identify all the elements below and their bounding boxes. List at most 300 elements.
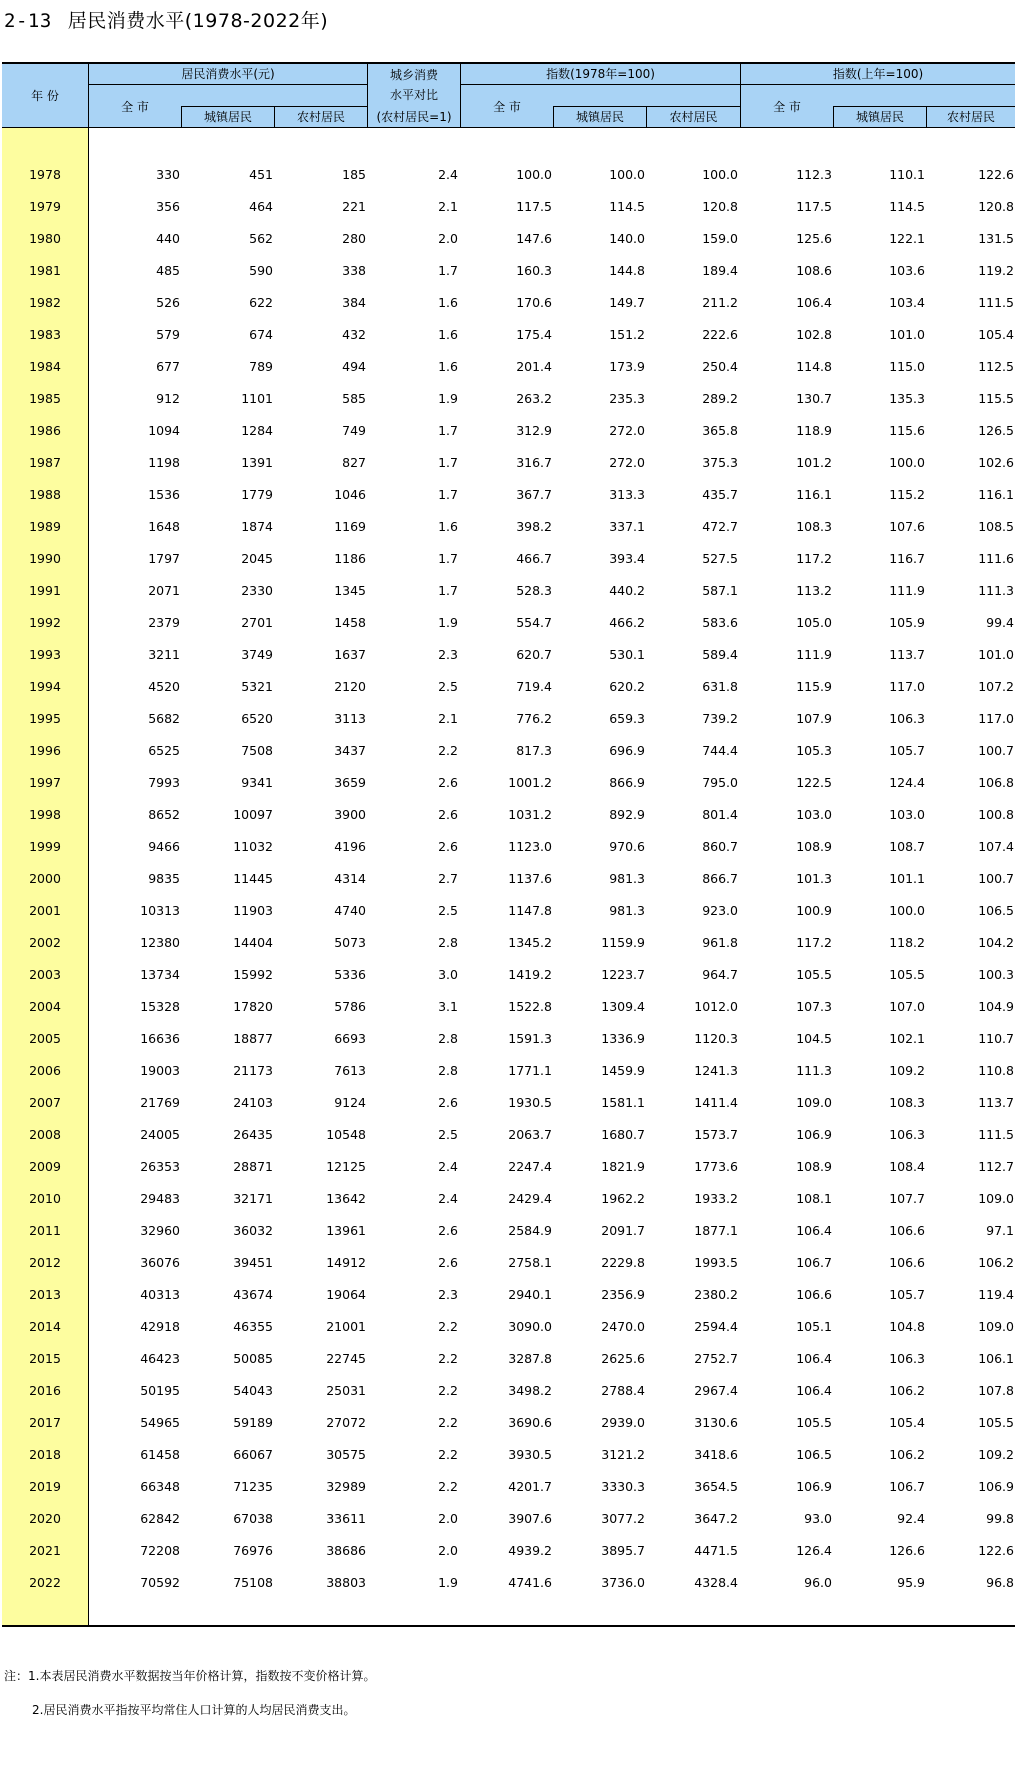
- cell-consumption-urban: 1284: [241, 423, 273, 438]
- cell-consumption-total: 13734: [140, 967, 180, 982]
- cell-indexprev-rural: 109.0: [978, 1319, 1014, 1334]
- cell-index1978-total: 175.4: [516, 327, 552, 342]
- cell-indexprev-total: 111.9: [796, 647, 832, 662]
- cell-index1978-total: 1137.6: [508, 871, 552, 886]
- cell-index1978-total: 719.4: [516, 679, 552, 694]
- cell-year: 2008: [29, 1127, 61, 1142]
- cell-consumption-total: 29483: [140, 1191, 180, 1206]
- cell-ratio: 2.2: [438, 1415, 458, 1430]
- cell-index1978-rural: 3647.2: [694, 1511, 738, 1526]
- cell-indexprev-total: 106.9: [796, 1479, 832, 1494]
- cell-index1978-rural: 2380.2: [694, 1287, 738, 1302]
- cell-indexprev-total: 106.4: [796, 1351, 832, 1366]
- cell-indexprev-urban: 105.9: [889, 615, 925, 630]
- header-divider: [926, 106, 927, 128]
- cell-ratio: 1.6: [438, 295, 458, 310]
- cell-index1978-total: 4741.6: [508, 1575, 552, 1590]
- cell-index1978-rural: 472.7: [702, 519, 738, 534]
- cell-year: 1998: [29, 807, 61, 822]
- cell-index1978-urban: 235.3: [609, 391, 645, 406]
- cell-consumption-urban: 5321: [241, 679, 273, 694]
- cell-indexprev-urban: 116.7: [889, 551, 925, 566]
- cell-consumption-urban: 451: [249, 167, 273, 182]
- cell-indexprev-rural: 113.7: [978, 1095, 1014, 1110]
- cell-ratio: 2.4: [438, 1159, 458, 1174]
- cell-consumption-urban: 2045: [241, 551, 273, 566]
- cell-consumption-total: 9466: [148, 839, 180, 854]
- cell-index1978-rural: 795.0: [702, 775, 738, 790]
- cell-consumption-urban: 11445: [233, 871, 273, 886]
- cell-indexprev-urban: 108.4: [889, 1159, 925, 1174]
- table-row: [2, 543, 1015, 575]
- cell-indexprev-rural: 106.1: [978, 1351, 1014, 1366]
- cell-index1978-rural: 289.2: [702, 391, 738, 406]
- cell-index1978-rural: 587.1: [702, 583, 738, 598]
- header-year: 年 份: [31, 89, 59, 103]
- cell-index1978-total: 316.7: [516, 455, 552, 470]
- cell-index1978-urban: 1459.9: [601, 1063, 645, 1078]
- cell-indexprev-rural: 101.0: [978, 647, 1014, 662]
- cell-indexprev-urban: 106.6: [889, 1223, 925, 1238]
- cell-index1978-urban: 696.9: [609, 743, 645, 758]
- cell-index1978-total: 4201.7: [508, 1479, 552, 1494]
- cell-indexprev-total: 107.9: [796, 711, 832, 726]
- table-row: [2, 223, 1015, 255]
- header-index1978-group: 指数(1978年=100): [546, 67, 655, 81]
- cell-indexprev-total: 106.5: [796, 1447, 832, 1462]
- cell-indexprev-total: 105.3: [796, 743, 832, 758]
- cell-indexprev-urban: 106.3: [889, 1127, 925, 1142]
- note-2: 2.居民消费水平指按平均常住人口计算的人均居民消费支出。: [32, 1703, 356, 1717]
- table-row: [2, 703, 1015, 735]
- cell-indexprev-total: 96.0: [804, 1575, 832, 1590]
- cell-index1978-total: 263.2: [516, 391, 552, 406]
- cell-ratio: 2.6: [438, 1095, 458, 1110]
- cell-consumption-total: 4520: [148, 679, 180, 694]
- cell-year: 1987: [29, 455, 61, 470]
- cell-index1978-urban: 659.3: [609, 711, 645, 726]
- cell-indexprev-total: 106.7: [796, 1255, 832, 1270]
- cell-index1978-total: 1591.3: [508, 1031, 552, 1046]
- cell-index1978-total: 1123.0: [508, 839, 552, 854]
- cell-index1978-rural: 961.8: [702, 935, 738, 950]
- cell-consumption-total: 16636: [140, 1031, 180, 1046]
- cell-year: 1999: [29, 839, 61, 854]
- cell-index1978-urban: 1680.7: [601, 1127, 645, 1142]
- cell-consumption-total: 7993: [148, 775, 180, 790]
- cell-index1978-urban: 313.3: [609, 487, 645, 502]
- cell-consumption-total: 356: [156, 199, 180, 214]
- table-row: [2, 415, 1015, 447]
- cell-indexprev-urban: 106.6: [889, 1255, 925, 1270]
- cell-consumption-total: 66348: [140, 1479, 180, 1494]
- cell-indexprev-total: 109.0: [796, 1095, 832, 1110]
- table-row: [2, 1247, 1015, 1279]
- cell-consumption-urban: 15992: [233, 967, 273, 982]
- cell-ratio: 2.6: [438, 1255, 458, 1270]
- cell-year: 1985: [29, 391, 61, 406]
- cell-index1978-rural: 866.7: [702, 871, 738, 886]
- cell-consumption-total: 54965: [140, 1415, 180, 1430]
- cell-consumption-urban: 622: [249, 295, 273, 310]
- cell-index1978-urban: 3121.2: [601, 1447, 645, 1462]
- cell-consumption-rural: 3437: [334, 743, 366, 758]
- cell-index1978-urban: 149.7: [609, 295, 645, 310]
- cell-consumption-rural: 4196: [334, 839, 366, 854]
- table-row: [2, 159, 1015, 191]
- cell-consumption-total: 526: [156, 295, 180, 310]
- cell-ratio: 2.2: [438, 1479, 458, 1494]
- cell-indexprev-total: 118.9: [796, 423, 832, 438]
- cell-year: 1980: [29, 231, 61, 246]
- cell-index1978-urban: 2091.7: [601, 1223, 645, 1238]
- cell-indexprev-urban: 104.8: [889, 1319, 925, 1334]
- cell-indexprev-rural: 107.2: [978, 679, 1014, 694]
- cell-index1978-urban: 393.4: [609, 551, 645, 566]
- cell-indexprev-rural: 97.1: [986, 1223, 1014, 1238]
- cell-year: 1983: [29, 327, 61, 342]
- cell-index1978-rural: 159.0: [702, 231, 738, 246]
- cell-indexprev-total: 112.3: [796, 167, 832, 182]
- cell-index1978-total: 398.2: [516, 519, 552, 534]
- table-row: [2, 1535, 1015, 1567]
- cell-year: 1988: [29, 487, 61, 502]
- cell-index1978-rural: 1877.1: [694, 1223, 738, 1238]
- cell-ratio: 3.1: [438, 999, 458, 1014]
- cell-index1978-total: 1147.8: [508, 903, 552, 918]
- cell-consumption-urban: 28871: [233, 1159, 273, 1174]
- cell-index1978-urban: 272.0: [609, 423, 645, 438]
- cell-consumption-urban: 43674: [233, 1287, 273, 1302]
- cell-year: 2014: [29, 1319, 61, 1334]
- cell-year: 2011: [29, 1223, 61, 1238]
- cell-year: 1991: [29, 583, 61, 598]
- cell-ratio: 1.6: [438, 359, 458, 374]
- cell-consumption-total: 1536: [148, 487, 180, 502]
- table-row: [2, 1311, 1015, 1343]
- cell-index1978-urban: 466.2: [609, 615, 645, 630]
- cell-ratio: 2.1: [438, 199, 458, 214]
- cell-indexprev-urban: 103.4: [889, 295, 925, 310]
- cell-indexprev-rural: 96.8: [986, 1575, 1014, 1590]
- table-row: [2, 1087, 1015, 1119]
- cell-consumption-urban: 1101: [241, 391, 273, 406]
- table-header: [2, 64, 1015, 128]
- cell-year: 2020: [29, 1511, 61, 1526]
- cell-index1978-total: 100.0: [516, 167, 552, 182]
- cell-indexprev-total: 101.3: [796, 871, 832, 886]
- cell-indexprev-total: 111.3: [796, 1063, 832, 1078]
- cell-index1978-rural: 375.3: [702, 455, 738, 470]
- cell-ratio: 1.6: [438, 327, 458, 342]
- cell-consumption-urban: 11903: [233, 903, 273, 918]
- cell-year: 1990: [29, 551, 61, 566]
- cell-consumption-rural: 338: [342, 263, 366, 278]
- cell-index1978-rural: 120.8: [702, 199, 738, 214]
- cell-consumption-rural: 1046: [334, 487, 366, 502]
- cell-index1978-total: 3907.6: [508, 1511, 552, 1526]
- cell-consumption-urban: 59189: [233, 1415, 273, 1430]
- cell-year: 2007: [29, 1095, 61, 1110]
- cell-consumption-total: 1094: [148, 423, 180, 438]
- cell-index1978-rural: 2752.7: [694, 1351, 738, 1366]
- cell-consumption-total: 36076: [140, 1255, 180, 1270]
- cell-index1978-rural: 189.4: [702, 263, 738, 278]
- cell-indexprev-urban: 122.1: [889, 231, 925, 246]
- cell-indexprev-urban: 102.1: [889, 1031, 925, 1046]
- cell-indexprev-total: 125.6: [796, 231, 832, 246]
- cell-indexprev-urban: 106.3: [889, 711, 925, 726]
- cell-consumption-rural: 432: [342, 327, 366, 342]
- cell-indexprev-rural: 100.3: [978, 967, 1014, 982]
- cell-index1978-rural: 250.4: [702, 359, 738, 374]
- cell-index1978-total: 3690.6: [508, 1415, 552, 1430]
- header-divider: [834, 106, 1015, 107]
- cell-consumption-urban: 6520: [241, 711, 273, 726]
- cell-year: 2017: [29, 1415, 61, 1430]
- cell-indexprev-urban: 113.7: [889, 647, 925, 662]
- cell-indexprev-rural: 119.4: [978, 1287, 1014, 1302]
- cell-index1978-urban: 2788.4: [601, 1383, 645, 1398]
- cell-indexprev-urban: 103.0: [889, 807, 925, 822]
- table-title: [4, 6, 328, 33]
- header-divider: [460, 64, 461, 128]
- cell-indexprev-rural: 102.6: [978, 455, 1014, 470]
- cell-ratio: 1.7: [438, 423, 458, 438]
- cell-year: 2003: [29, 967, 61, 982]
- cell-indexprev-rural: 106.9: [978, 1479, 1014, 1494]
- cell-index1978-rural: 435.7: [702, 487, 738, 502]
- header-divider: [833, 106, 834, 128]
- cell-index1978-total: 1930.5: [508, 1095, 552, 1110]
- cell-indexprev-urban: 106.2: [889, 1447, 925, 1462]
- cell-consumption-urban: 1391: [241, 455, 273, 470]
- cell-indexprev-urban: 126.6: [889, 1543, 925, 1558]
- cell-indexprev-urban: 103.6: [889, 263, 925, 278]
- cell-index1978-rural: 3130.6: [694, 1415, 738, 1430]
- table-row: [2, 639, 1015, 671]
- table-row: [2, 479, 1015, 511]
- header-divider: [88, 64, 89, 128]
- cell-indexprev-urban: 107.6: [889, 519, 925, 534]
- cell-consumption-urban: 10097: [233, 807, 273, 822]
- cell-index1978-total: 817.3: [516, 743, 552, 758]
- cell-indexprev-urban: 101.1: [889, 871, 925, 886]
- cell-consumption-urban: 11032: [233, 839, 273, 854]
- cell-index1978-total: 620.7: [516, 647, 552, 662]
- cell-index1978-urban: 1962.2: [601, 1191, 645, 1206]
- cell-indexprev-urban: 115.6: [889, 423, 925, 438]
- cell-indexprev-rural: 106.2: [978, 1255, 1014, 1270]
- cell-index1978-total: 160.3: [516, 263, 552, 278]
- cell-consumption-urban: 24103: [233, 1095, 273, 1110]
- cell-consumption-total: 62842: [140, 1511, 180, 1526]
- cell-consumption-urban: 21173: [233, 1063, 273, 1078]
- header-ratio-line2: 水平对比: [389, 88, 438, 102]
- table-row: [2, 927, 1015, 959]
- cell-consumption-rural: 5336: [334, 967, 366, 982]
- cell-index1978-urban: 173.9: [609, 359, 645, 374]
- header-bottom-rule: [2, 127, 1015, 128]
- cell-ratio: 1.9: [438, 391, 458, 406]
- cell-index1978-rural: 2594.4: [694, 1319, 738, 1334]
- cell-indexprev-rural: 109.0: [978, 1191, 1014, 1206]
- cell-year: 1978: [29, 167, 61, 182]
- cell-year: 1996: [29, 743, 61, 758]
- cell-index1978-urban: 337.1: [609, 519, 645, 534]
- table-row: [2, 1055, 1015, 1087]
- table-row: [2, 991, 1015, 1023]
- cell-year: 1992: [29, 615, 61, 630]
- cell-indexprev-total: 105.0: [796, 615, 832, 630]
- cell-consumption-rural: 13642: [326, 1191, 366, 1206]
- cell-indexprev-total: 108.6: [796, 263, 832, 278]
- table-row: [2, 1471, 1015, 1503]
- cell-index1978-urban: 2625.6: [601, 1351, 645, 1366]
- cell-index1978-total: 147.6: [516, 231, 552, 246]
- cell-indexprev-total: 126.4: [796, 1543, 832, 1558]
- cell-indexprev-urban: 111.9: [889, 583, 925, 598]
- cell-indexprev-rural: 105.5: [978, 1415, 1014, 1430]
- table-row: [2, 1215, 1015, 1247]
- cell-consumption-total: 46423: [140, 1351, 180, 1366]
- cell-consumption-total: 8652: [148, 807, 180, 822]
- cell-indexprev-urban: 135.3: [889, 391, 925, 406]
- cell-indexprev-urban: 109.2: [889, 1063, 925, 1078]
- cell-consumption-total: 1648: [148, 519, 180, 534]
- cell-ratio: 2.4: [438, 167, 458, 182]
- cell-ratio: 2.5: [438, 1127, 458, 1142]
- cell-indexprev-urban: 124.4: [889, 775, 925, 790]
- cell-consumption-total: 19003: [140, 1063, 180, 1078]
- cell-consumption-rural: 9124: [334, 1095, 366, 1110]
- cell-ratio: 2.1: [438, 711, 458, 726]
- cell-consumption-total: 912: [156, 391, 180, 406]
- header-divider: [553, 106, 554, 128]
- table-row: [2, 1119, 1015, 1151]
- table-row: [2, 607, 1015, 639]
- cell-ratio: 2.2: [438, 1351, 458, 1366]
- cell-index1978-urban: 530.1: [609, 647, 645, 662]
- header-consumption-group: 居民消费水平(元): [181, 67, 275, 81]
- header-divider: [741, 84, 1015, 85]
- cell-indexprev-total: 105.5: [796, 967, 832, 982]
- cell-consumption-total: 579: [156, 327, 180, 342]
- cell-index1978-rural: 1933.2: [694, 1191, 738, 1206]
- cell-consumption-urban: 464: [249, 199, 273, 214]
- table-row: [2, 1407, 1015, 1439]
- cell-consumption-urban: 32171: [233, 1191, 273, 1206]
- cell-consumption-total: 677: [156, 359, 180, 374]
- cell-index1978-total: 2247.4: [508, 1159, 552, 1174]
- cell-indexprev-rural: 100.7: [978, 743, 1014, 758]
- cell-indexprev-total: 108.9: [796, 1159, 832, 1174]
- table-row: [2, 1439, 1015, 1471]
- table-row: [2, 1151, 1015, 1183]
- cell-ratio: 2.6: [438, 807, 458, 822]
- cell-ratio: 2.0: [438, 1543, 458, 1558]
- header-ratio-line3: (农村居民=1): [376, 110, 452, 124]
- table-row: [2, 1023, 1015, 1055]
- cell-year: 2004: [29, 999, 61, 1014]
- cell-consumption-rural: 14912: [326, 1255, 366, 1270]
- cell-indexprev-total: 105.1: [796, 1319, 832, 1334]
- cell-indexprev-total: 106.6: [796, 1287, 832, 1302]
- cell-consumption-total: 12380: [140, 935, 180, 950]
- cell-index1978-rural: 4471.5: [694, 1543, 738, 1558]
- cell-consumption-urban: 26435: [233, 1127, 273, 1142]
- cell-indexprev-total: 108.3: [796, 519, 832, 534]
- cell-indexprev-urban: 106.3: [889, 1351, 925, 1366]
- cell-index1978-urban: 1336.9: [601, 1031, 645, 1046]
- cell-consumption-urban: 3749: [241, 647, 273, 662]
- cell-indexprev-rural: 106.5: [978, 903, 1014, 918]
- cell-index1978-rural: 100.0: [702, 167, 738, 182]
- cell-consumption-urban: 17820: [233, 999, 273, 1014]
- cell-indexprev-total: 108.9: [796, 839, 832, 854]
- cell-index1978-urban: 144.8: [609, 263, 645, 278]
- cell-ratio: 2.8: [438, 935, 458, 950]
- cell-index1978-rural: 365.8: [702, 423, 738, 438]
- cell-indexprev-rural: 110.7: [978, 1031, 1014, 1046]
- cell-consumption-rural: 4740: [334, 903, 366, 918]
- cell-consumption-rural: 12125: [326, 1159, 366, 1174]
- cell-year: 2005: [29, 1031, 61, 1046]
- cell-indexprev-rural: 107.4: [978, 839, 1014, 854]
- cell-indexprev-urban: 118.2: [889, 935, 925, 950]
- cell-year: 1984: [29, 359, 61, 374]
- cell-consumption-rural: 30575: [326, 1447, 366, 1462]
- cell-ratio: 2.3: [438, 1287, 458, 1302]
- cell-indexprev-rural: 99.8: [986, 1511, 1014, 1526]
- table-body: [2, 159, 1015, 1599]
- cell-consumption-rural: 32989: [326, 1479, 366, 1494]
- cell-index1978-urban: 3330.3: [601, 1479, 645, 1494]
- cell-ratio: 2.2: [438, 1447, 458, 1462]
- cell-indexprev-total: 117.5: [796, 199, 832, 214]
- table-row: [2, 959, 1015, 991]
- cell-consumption-total: 1797: [148, 551, 180, 566]
- cell-year: 2010: [29, 1191, 61, 1206]
- header-index1978-total: 全 市: [493, 99, 521, 114]
- cell-index1978-urban: 2939.0: [601, 1415, 645, 1430]
- cell-indexprev-urban: 92.4: [897, 1511, 925, 1526]
- cell-year: 2002: [29, 935, 61, 950]
- cell-indexprev-rural: 104.9: [978, 999, 1014, 1014]
- header-divider: [182, 106, 367, 107]
- cell-index1978-total: 1345.2: [508, 935, 552, 950]
- cell-index1978-total: 1419.2: [508, 967, 552, 982]
- cell-index1978-rural: 3418.6: [694, 1447, 738, 1462]
- cell-indexprev-total: 102.8: [796, 327, 832, 342]
- cell-consumption-total: 61458: [140, 1447, 180, 1462]
- cell-index1978-rural: 211.2: [702, 295, 738, 310]
- cell-index1978-urban: 2470.0: [601, 1319, 645, 1334]
- cell-ratio: 2.6: [438, 1223, 458, 1238]
- cell-indexprev-total: 117.2: [796, 551, 832, 566]
- cell-consumption-urban: 2701: [241, 615, 273, 630]
- table-row: [2, 447, 1015, 479]
- cell-ratio: 2.2: [438, 743, 458, 758]
- cell-indexprev-urban: 101.0: [889, 327, 925, 342]
- cell-ratio: 1.7: [438, 487, 458, 502]
- cell-index1978-total: 2584.9: [508, 1223, 552, 1238]
- cell-index1978-total: 367.7: [516, 487, 552, 502]
- cell-indexprev-rural: 111.5: [978, 1127, 1014, 1142]
- cell-index1978-total: 1031.2: [508, 807, 552, 822]
- cell-year: 2012: [29, 1255, 61, 1270]
- cell-index1978-rural: 3654.5: [694, 1479, 738, 1494]
